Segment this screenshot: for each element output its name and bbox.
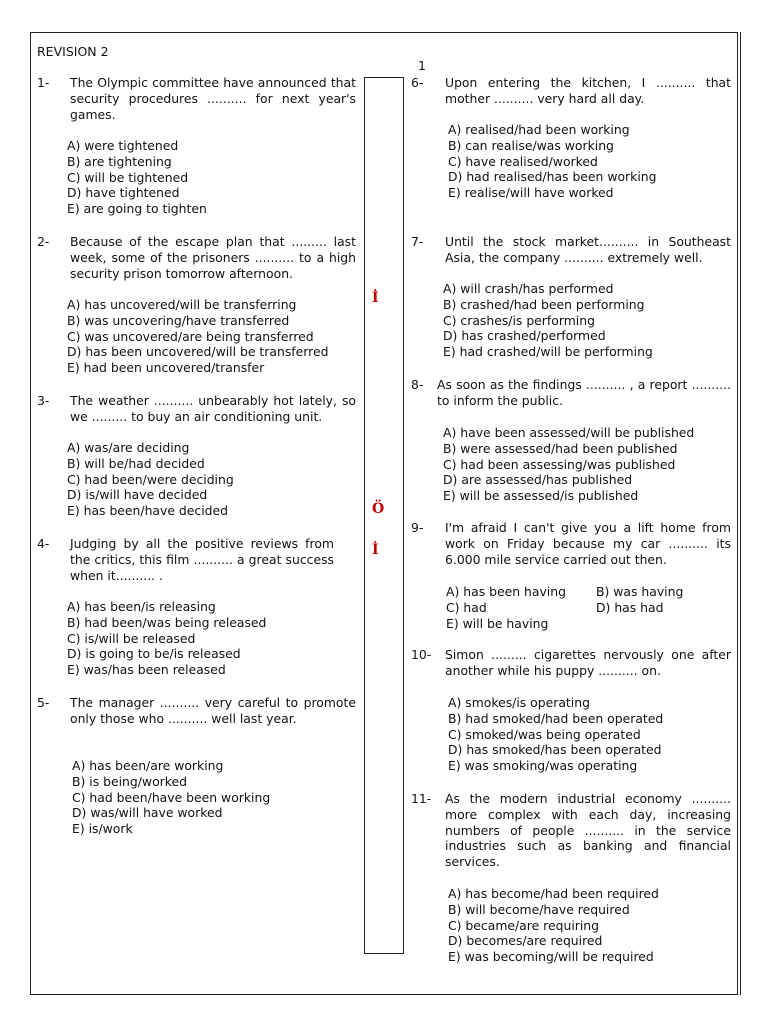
answer-option[interactable]: E) is/work bbox=[72, 821, 133, 837]
answer-options bbox=[67, 440, 234, 519]
question-text: Simon ......... cigarettes nervously one after another while his puppy .......... on. bbox=[445, 647, 731, 678]
answer-option[interactable]: E) will be assessed/is published bbox=[443, 488, 639, 504]
answer-option[interactable]: D) is/will have decided bbox=[67, 487, 208, 503]
question-number: 3- bbox=[37, 393, 50, 408]
question-number: 2- bbox=[37, 234, 50, 249]
answer-option[interactable]: A) were tightened bbox=[67, 138, 179, 153]
answer-option[interactable]: C) had been/have been working bbox=[72, 789, 271, 805]
question-number: 6- bbox=[411, 75, 424, 90]
answer-option[interactable]: A) has been/are working bbox=[72, 758, 224, 773]
answer-option[interactable]: E) realise/will have worked bbox=[448, 185, 614, 201]
answer-options bbox=[67, 138, 207, 217]
answer-option[interactable]: C) had been/were deciding bbox=[67, 471, 234, 487]
answer-options bbox=[448, 886, 659, 965]
margin-mark: İ bbox=[372, 542, 379, 558]
answer-option[interactable]: E) was becoming/will be required bbox=[448, 949, 654, 965]
answer-option[interactable]: B) will become/have required bbox=[448, 901, 630, 917]
answer-option[interactable]: B) can realise/was working bbox=[448, 137, 614, 153]
answer-options bbox=[448, 122, 657, 201]
question-number: 11- bbox=[411, 791, 432, 806]
answer-option[interactable]: B) crashed/had been performing bbox=[443, 296, 645, 312]
answer-option[interactable]: A) smokes/is operating bbox=[448, 695, 590, 710]
answer-option[interactable]: A) has been/is releasing bbox=[67, 599, 216, 614]
answer-option[interactable]: C) is/will be released bbox=[67, 630, 196, 646]
answer-option[interactable]: A) has become/had been required bbox=[448, 886, 659, 901]
page-title: REVISION 2 bbox=[37, 44, 109, 59]
question-number: 7- bbox=[411, 234, 424, 249]
answer-option[interactable]: B) are tightening bbox=[67, 153, 172, 169]
answer-option[interactable]: D) had realised/has been working bbox=[448, 169, 657, 185]
page-frame-right-rule bbox=[740, 32, 741, 995]
page-number: 1 bbox=[418, 58, 426, 73]
answer-option[interactable]: B) had smoked/had been operated bbox=[448, 710, 664, 726]
question-number: 4- bbox=[37, 536, 50, 551]
answer-option[interactable]: C) had bbox=[446, 599, 487, 615]
answer-option[interactable]: B) were assessed/had been published bbox=[443, 440, 678, 456]
answer-option[interactable]: E) are going to tighten bbox=[67, 201, 207, 217]
answer-options bbox=[67, 599, 266, 678]
answer-options bbox=[67, 297, 328, 376]
answer-option[interactable]: D) are assessed/has published bbox=[443, 472, 633, 488]
question-text: As soon as the findings .......... , a report .......... to inform the public. bbox=[437, 377, 731, 408]
answer-option[interactable]: E) was/has been released bbox=[67, 662, 226, 678]
question-number: 1- bbox=[37, 75, 50, 90]
answer-option[interactable]: E) has been/have decided bbox=[67, 503, 229, 519]
answer-option[interactable]: E) had been uncovered/transfer bbox=[67, 360, 265, 376]
answer-option[interactable]: D) has had bbox=[596, 599, 664, 615]
answer-option[interactable]: D) has been uncovered/will be transferred bbox=[67, 344, 329, 360]
answer-option[interactable]: B) will be/had decided bbox=[67, 455, 205, 471]
answer-option[interactable]: A) has uncovered/will be transferring bbox=[67, 297, 297, 312]
answer-option[interactable]: A) was/are deciding bbox=[67, 440, 190, 455]
margin-mark: İ bbox=[372, 290, 379, 306]
answer-option[interactable]: E) will be having bbox=[446, 615, 549, 631]
question-number: 5- bbox=[37, 695, 50, 710]
answer-options bbox=[448, 695, 663, 774]
question-number: 10- bbox=[411, 647, 432, 662]
question-number: 9- bbox=[411, 520, 424, 535]
answer-option[interactable]: A) will crash/has performed bbox=[443, 281, 614, 296]
answer-option[interactable]: A) realised/had been working bbox=[448, 122, 630, 137]
answer-option[interactable]: E) was smoking/was operating bbox=[448, 758, 638, 774]
answer-option[interactable]: B) had been/was being released bbox=[67, 614, 267, 630]
question-number: 8- bbox=[411, 377, 424, 392]
answer-option[interactable]: B) is being/worked bbox=[72, 773, 187, 789]
margin-mark: Ö bbox=[372, 501, 385, 517]
question-text: The weather .......... unbearably hot lately, so we ......... to buy an air conditioning unit. bbox=[70, 393, 356, 424]
answer-option[interactable]: C) was uncovered/are being transferred bbox=[67, 328, 314, 344]
question-text: The manager .......... very careful to promote only those who .......... well last year. bbox=[70, 695, 356, 726]
question-text: As the modern industrial economy .......... more complex with each day, increasing numbers of people .......... in the service industries such as banking and financial services. bbox=[445, 791, 731, 870]
answer-option[interactable]: A) has been having bbox=[446, 584, 566, 599]
answer-option[interactable]: B) was having bbox=[596, 584, 684, 599]
answer-options bbox=[446, 584, 746, 631]
answer-option[interactable]: C) crashes/is performing bbox=[443, 312, 595, 328]
question-text: Because of the escape plan that ......... last week, some of the prisoners .......... to a high security prison tomorrow afternoon. bbox=[70, 234, 356, 281]
question-text: Upon entering the kitchen, I .......... that mother .......... very hard all day. bbox=[445, 75, 731, 106]
question-text: The Olympic committee have announced that security procedures .......... for next year's games. bbox=[70, 75, 356, 122]
question-text: Judging by all the positive reviews from the critics, this film .......... a great success when it.......... . bbox=[70, 536, 334, 583]
question-text: I'm afraid I can't give you a lift home from work on Friday because my car .......... its 6.000 mile service carried out then. bbox=[445, 520, 731, 567]
answer-option[interactable]: B) was uncovering/have transferred bbox=[67, 312, 290, 328]
answer-option[interactable]: C) have realised/worked bbox=[448, 153, 598, 169]
answer-options bbox=[443, 281, 653, 360]
question-text: Until the stock market.......... in Southeast Asia, the company .......... extremely well. bbox=[445, 234, 731, 265]
answer-option[interactable]: D) becomes/are required bbox=[448, 933, 603, 949]
answer-option[interactable]: C) became/are requiring bbox=[448, 917, 600, 933]
answer-option[interactable]: D) have tightened bbox=[67, 185, 180, 201]
answer-options bbox=[72, 758, 270, 837]
answer-option[interactable]: D) is going to be/is released bbox=[67, 646, 241, 662]
answer-option[interactable]: E) had crashed/will be performing bbox=[443, 344, 653, 360]
answer-option[interactable]: C) had been assessing/was published bbox=[443, 456, 676, 472]
answer-option[interactable]: D) has crashed/performed bbox=[443, 328, 606, 344]
answer-option[interactable]: A) have been assessed/will be published bbox=[443, 425, 695, 440]
answer-options bbox=[443, 425, 694, 504]
answer-option[interactable]: D) has smoked/has been operated bbox=[448, 742, 662, 758]
answer-option[interactable]: C) will be tightened bbox=[67, 169, 189, 185]
answer-option[interactable]: C) smoked/was being operated bbox=[448, 726, 641, 742]
answer-option[interactable]: D) was/will have worked bbox=[72, 805, 223, 821]
